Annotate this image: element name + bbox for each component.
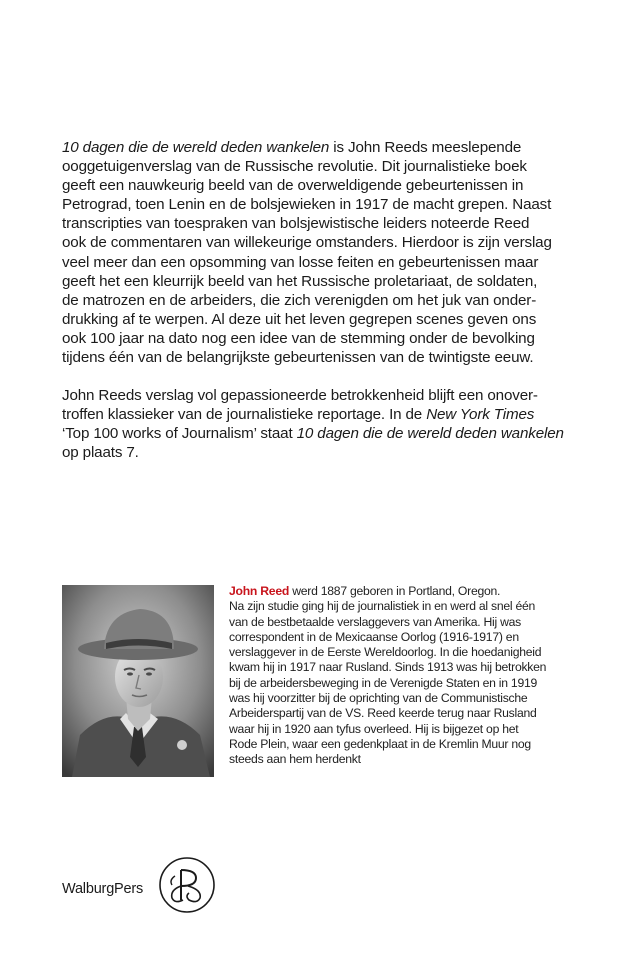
author-portrait-photo — [62, 585, 214, 777]
blurb-line: drukking af te werpen. Al deze uit het leven gegrepen scenes geven ons — [62, 310, 537, 328]
blurb-line: ook 100 jaar na dato nog een idee van de stemming onder de bevolking — [62, 329, 535, 347]
author-bio: John Reed werd 1887 geboren in Portland, Oregon. Na zijn studie ging hij de journalistiek in en werd al snel één van de bestbetaalde verslaggevers van Amerika. Hij was correspondent in de Mexicaanse Oorlog (1916-1917) en verslaggever in de Eerste Wereldoorlog. In die hoedanigheid kwam hij in 1917 naar Rusland. Sinds 1913 was hij betrokken bij de arbeidersbeweging in de Verenigde Staten en in 1919 was hij voorzitter bij de oprichting van de Communistische Arbeiderspartij van de VS. Reed keerde terug naar Rusland waar hij in 1920 aan tyfus overleed. Hij is bijgezet op het Rode Plein, waar een gedenkplaat in de Kremlin Muur nog steeds aan hem herdenkt — [229, 584, 589, 768]
blurb-line: tijdens één van de belangrijkste gebeurtenissen van de twintigste eeuw. — [62, 349, 534, 367]
newspaper-title-italic: New York Times — [426, 406, 535, 424]
bio-line: van de bestbetaalde verslaggevers van Amerika. Hij was — [229, 614, 522, 629]
blurb-line: de matrozen en de arbeiders, die zich verenigden om het juk van onder- — [62, 291, 537, 309]
bio-line: waar hij in 1920 aan tyfus overleed. Hij is bijgezet op het — [229, 721, 519, 736]
book-title-italic: 10 dagen die de wereld deden wankelen — [62, 139, 330, 156]
bio-line: was hij voorzitter bij de oprichting van de Communistische — [229, 691, 528, 706]
blurb-line: geeft een nauwkeurig beeld van de overweldigende gebeurtenissen in — [62, 177, 524, 195]
bio-line: correspondent in de Mexicaanse Oorlog (1916-1917) en — [229, 629, 519, 644]
bio-line: Rode Plein, waar een gedenkplaat in de Kremlin Muur nog — [229, 736, 531, 751]
bio-line: verslaggever in de Eerste Wereldoorlog. In die hoedanigheid — [229, 645, 542, 660]
bio-line: bij de arbeidersbeweging in de Verenigde Staten en in 1919 — [229, 675, 538, 690]
bio-line: Na zijn studie ging hij de journalistiek in en werd al snel één — [229, 599, 536, 614]
blurb-line: veel meer dan een opsomming van losse feiten en gebeurtenissen maar — [62, 253, 539, 271]
author-name: John Reed — [229, 584, 290, 598]
blurb-paragraph-2: John Reeds verslag vol gepassioneerde betrokkenheid blijft een onover- troffen klassieker van de journalistieke reportage. In de New York Times ‘Top 100 works of Journalism’ staat 10 dagen die de wereld deden wankelen op plaats 7. — [62, 386, 577, 462]
blurb-line: Petrograd, toen Lenin en de bolsjewieken in 1917 de macht grepen. Naast — [62, 196, 552, 214]
bio-line: steeds aan hem herdenkt — [229, 752, 361, 767]
blurb-line: ooggetuigenverslag van de Russische revolutie. Dit journalistieke boek — [62, 158, 527, 176]
blurb-line: geeft het een kleurrijk beeld van het Russische proletariaat, de soldaten, — [62, 272, 538, 290]
publisher-name: WalburgPers — [62, 881, 144, 897]
blurb-line: ook de commentaren van willekeurige omstanders. Hierdoor is zijn verslag — [62, 234, 552, 252]
bio-line: Arbeiderspartij van de VS. Reed keerde terug naar Rusland — [229, 706, 537, 721]
book-title-italic: 10 dagen die de wereld deden wankelen — [296, 425, 564, 443]
bio-line: kwam hij in 1917 naar Rusland. Sinds 1913 was hij betrokken — [229, 660, 547, 675]
blurb-line: op plaats 7. — [62, 444, 139, 462]
walburgpers-monogram-icon — [158, 856, 216, 914]
blurb-line: John Reeds verslag vol gepassioneerde betrokkenheid blijft een onover- — [62, 387, 538, 405]
book-blurb — [62, 138, 577, 463]
blurb-paragraph-1: 10 dagen die de wereld deden wankelen is John Reeds meeslepende ooggetuigenverslag van de Russische revolutie. Dit journalistieke boek geeft een nauwkeurig beeld van de overweldigende gebeurtenissen in Petrograd, toen Lenin en de bolsjewieken in 1917 de macht grepen. Naast transcripties van toespraken van bolsjewistische leiders noteerde Reed ook de commentaren van willekeurige omstanders. Hierdoor is zijn verslag veel meer dan een opsomming van losse feiten en gebeurtenissen maar geeft het een kleurrijk beeld van het Russische proletariaat, de soldaten, de matrozen en de arbeiders, die zich verenigden om het juk van onder- drukking af te werpen. Al deze uit het leven gegrepen scenes geven ons ook 100 jaar na dato nog een idee van de stemming onder de bevolking tijdens één van de belangrijkste gebeurtenissen van de twintigste eeuw. — [62, 138, 577, 367]
blurb-line: transcripties van toespraken van bolsjewistische leiders noteerde Reed — [62, 215, 530, 233]
